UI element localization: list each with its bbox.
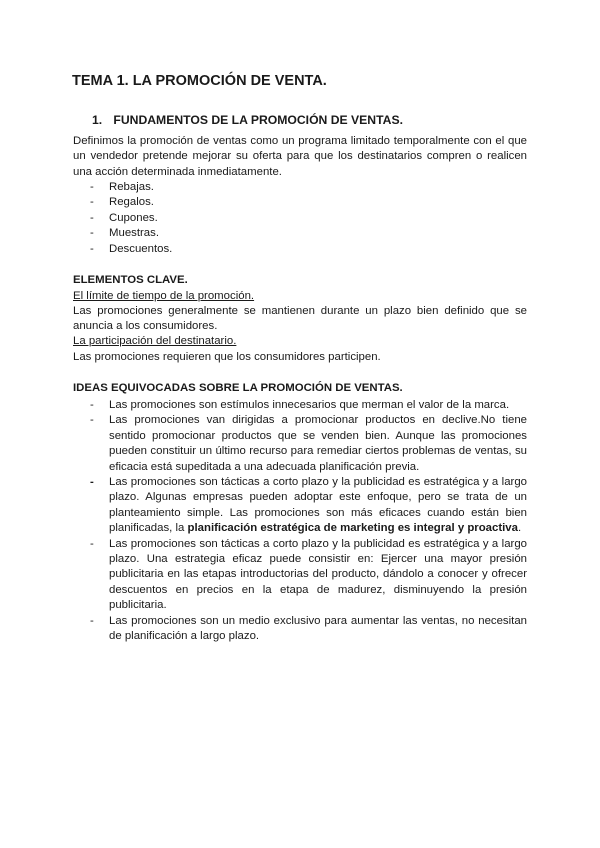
list-item-text: Las promociones son estímulos innecesarios que merman el valor de la marca.	[109, 399, 510, 411]
key-element-2-text: Las promociones requieren que los consumidores participen.	[73, 351, 381, 363]
list-item-text: Las promociones van dirigidas a promocionar productos en declive.No tiene sentido promocionar productos que se venden bien. Aunque las promociones pueden constituir un último recurso para remediar ciertos problemas de ventas, su eficacia está supeditada a una adecuada planificación previa.	[109, 414, 527, 473]
list-item	[73, 195, 527, 210]
intro-paragraph: Definimos la promoción de ventas como un programa limitado temporalmente con el que un vendedor pretende mejorar su oferta para que los destinatarios compren o realicen una acción determinada inmediatamente.	[73, 135, 527, 178]
key-element-1-title: El límite de tiempo de la promoción.	[73, 290, 255, 302]
list-item	[73, 475, 527, 537]
list-item	[73, 211, 527, 226]
list-item	[73, 614, 527, 645]
section-number: 1.	[92, 113, 103, 127]
section-heading-text: FUNDAMENTOS DE LA PROMOCIÓN DE VENTAS.	[113, 113, 403, 127]
bullet-dash: -	[90, 476, 94, 489]
list-item-text-end: .	[517, 522, 522, 535]
key-elements-heading: ELEMENTOS CLAVE.	[73, 274, 188, 286]
bullet-dash: -	[90, 242, 94, 255]
bullet-dash: -	[90, 181, 94, 193]
list-item-text: Regalos.	[109, 196, 154, 209]
list-item-text: Las promociones son tácticas a corto plazo y la publicidad es estratégica y a largo plazo. Una estrategia eficaz puede consistir en: Ejercer una mayor presión publicitaria en las etapas introductorias del producto, dándolo a conocer y ofrecer descuentos en precios en la etapa de madurez, disminuyendo la presión publicitaria.	[109, 537, 527, 612]
key-element-2-title: La participación del destinatario.	[73, 335, 237, 347]
bullet-dash: -	[90, 614, 94, 627]
document-title: TEMA 1. LA PROMOCIÓN DE VENTA.	[72, 73, 327, 89]
key-element-1-text: Las promociones generalmente se mantienen durante un plazo bien definido que se anuncia a los consumidores.	[73, 305, 527, 333]
list-item	[73, 537, 527, 614]
list-item-text: Muestras.	[109, 227, 160, 240]
bullet-dash: -	[90, 399, 94, 411]
list-item-text: Las promociones son un medio exclusivo para aumentar las ventas, no necesitan de planificación a largo plazo.	[109, 614, 527, 643]
bullet-dash: -	[90, 211, 94, 224]
bullet-dash: -	[90, 196, 94, 209]
list-item	[73, 413, 527, 475]
bullet-dash: -	[90, 414, 94, 427]
section-heading	[92, 113, 403, 127]
emphasis-text: planificación estratégica de marketing es integral y proactiva	[187, 522, 518, 535]
list-item-text: Descuentos.	[109, 242, 173, 255]
list-item-text: Cupones.	[109, 211, 158, 224]
list-item-text: Las promociones son tácticas a corto plazo y la publicidad es estratégica y a largo plazo. Algunas empresas pueden adoptar este enfoque, pero se trata de un planteamiento simple. Las promociones son más eficaces cuando están bien planificadas, la	[109, 476, 527, 535]
list-item	[73, 226, 527, 241]
list-item-text: Rebajas.	[109, 181, 154, 193]
bullet-dash: -	[90, 537, 94, 550]
bullet-dash: -	[90, 227, 94, 240]
misconceptions-heading: IDEAS EQUIVOCADAS SOBRE LA PROMOCIÓN DE VENTAS.	[73, 382, 403, 394]
list-item	[73, 180, 527, 195]
list-item	[73, 242, 527, 257]
list-item	[73, 398, 527, 413]
misconceptions-list	[73, 398, 527, 645]
promotion-types-list	[73, 180, 527, 257]
